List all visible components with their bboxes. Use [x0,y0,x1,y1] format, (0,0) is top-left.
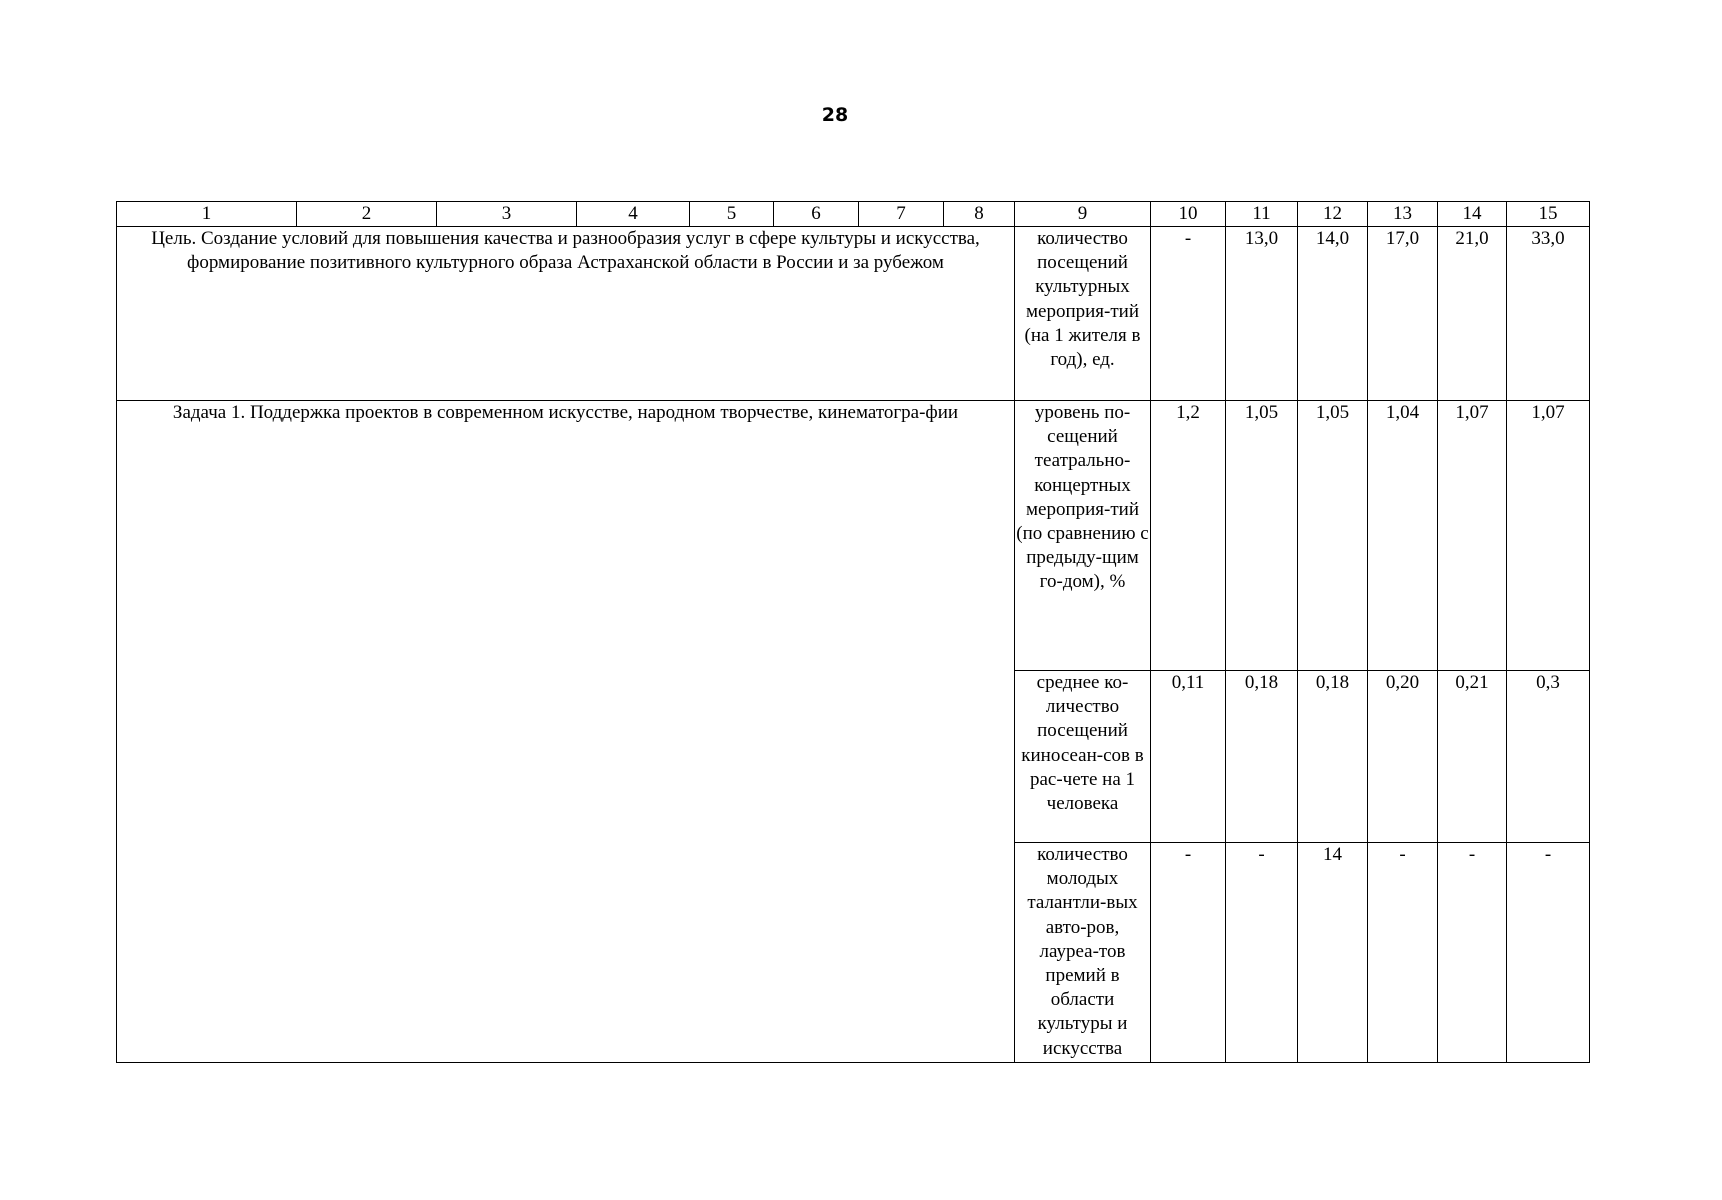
goal-row [117,227,1590,401]
column-number: 4 [577,202,690,227]
indicator-value: 1,05 [1226,401,1298,671]
column-number: 13 [1368,202,1438,227]
column-number: 6 [774,202,859,227]
indicator-name: среднее ко-личество посещений киносеан-сов в рас-чете на 1 человека [1015,671,1151,843]
indicator-value: 14 [1298,843,1368,1063]
indicator-value: 13,0 [1226,227,1298,401]
task-text: Задача 1. Поддержка проектов в современном искусстве, народном творчестве, кинематогра-фии [117,401,1015,1063]
indicator-value: 0,18 [1298,671,1368,843]
column-number: 7 [859,202,944,227]
column-number: 2 [297,202,437,227]
indicator-value: - [1438,843,1507,1063]
indicator-value: 1,07 [1507,401,1590,671]
indicator-value: 1,05 [1298,401,1368,671]
column-number: 9 [1015,202,1151,227]
page-number: 28 [821,104,849,126]
column-numbers-row [117,202,1590,227]
indicator-name: количество посещений культурных мероприя-тий (на 1 жителя в год), ед. [1015,227,1151,401]
indicator-value: 0,18 [1226,671,1298,843]
column-number: 14 [1438,202,1507,227]
column-number: 10 [1151,202,1226,227]
indicator-value: 1,2 [1151,401,1226,671]
indicator-value: 21,0 [1438,227,1507,401]
task1-indicator-row [117,401,1590,671]
indicator-value: 0,11 [1151,671,1226,843]
indicator-name: количество молодых талантли-вых авто-ров, лауреа-тов премий в области культуры и искусства [1015,843,1151,1063]
column-number: 12 [1298,202,1368,227]
column-number: 5 [690,202,774,227]
column-number: 15 [1507,202,1590,227]
indicator-value: - [1226,843,1298,1063]
indicator-name: уровень по-сещений театрально-концертных мероприя-тий (по сравнению с предыду-щим го-дом), % [1015,401,1151,671]
indicator-value: - [1368,843,1438,1063]
indicator-value: 0,20 [1368,671,1438,843]
goal-text: Цель. Создание условий для повышения качества и разнообразия услуг в сфере культуры и искусства, формирование позитивного культурного образа Астраханской области в России и за рубежом [117,227,1015,401]
indicator-value: 14,0 [1298,227,1368,401]
column-number: 11 [1226,202,1298,227]
indicators-table [116,201,1590,1063]
indicator-value: 1,07 [1438,401,1507,671]
indicator-value: - [1151,843,1226,1063]
indicator-value: 0,21 [1438,671,1507,843]
indicator-value: 0,3 [1507,671,1590,843]
indicator-value: - [1507,843,1590,1063]
indicator-value: 17,0 [1368,227,1438,401]
indicator-value: 1,04 [1368,401,1438,671]
indicator-value: 33,0 [1507,227,1590,401]
column-number: 8 [944,202,1015,227]
indicator-value: - [1151,227,1226,401]
column-number: 3 [437,202,577,227]
column-number: 1 [117,202,297,227]
